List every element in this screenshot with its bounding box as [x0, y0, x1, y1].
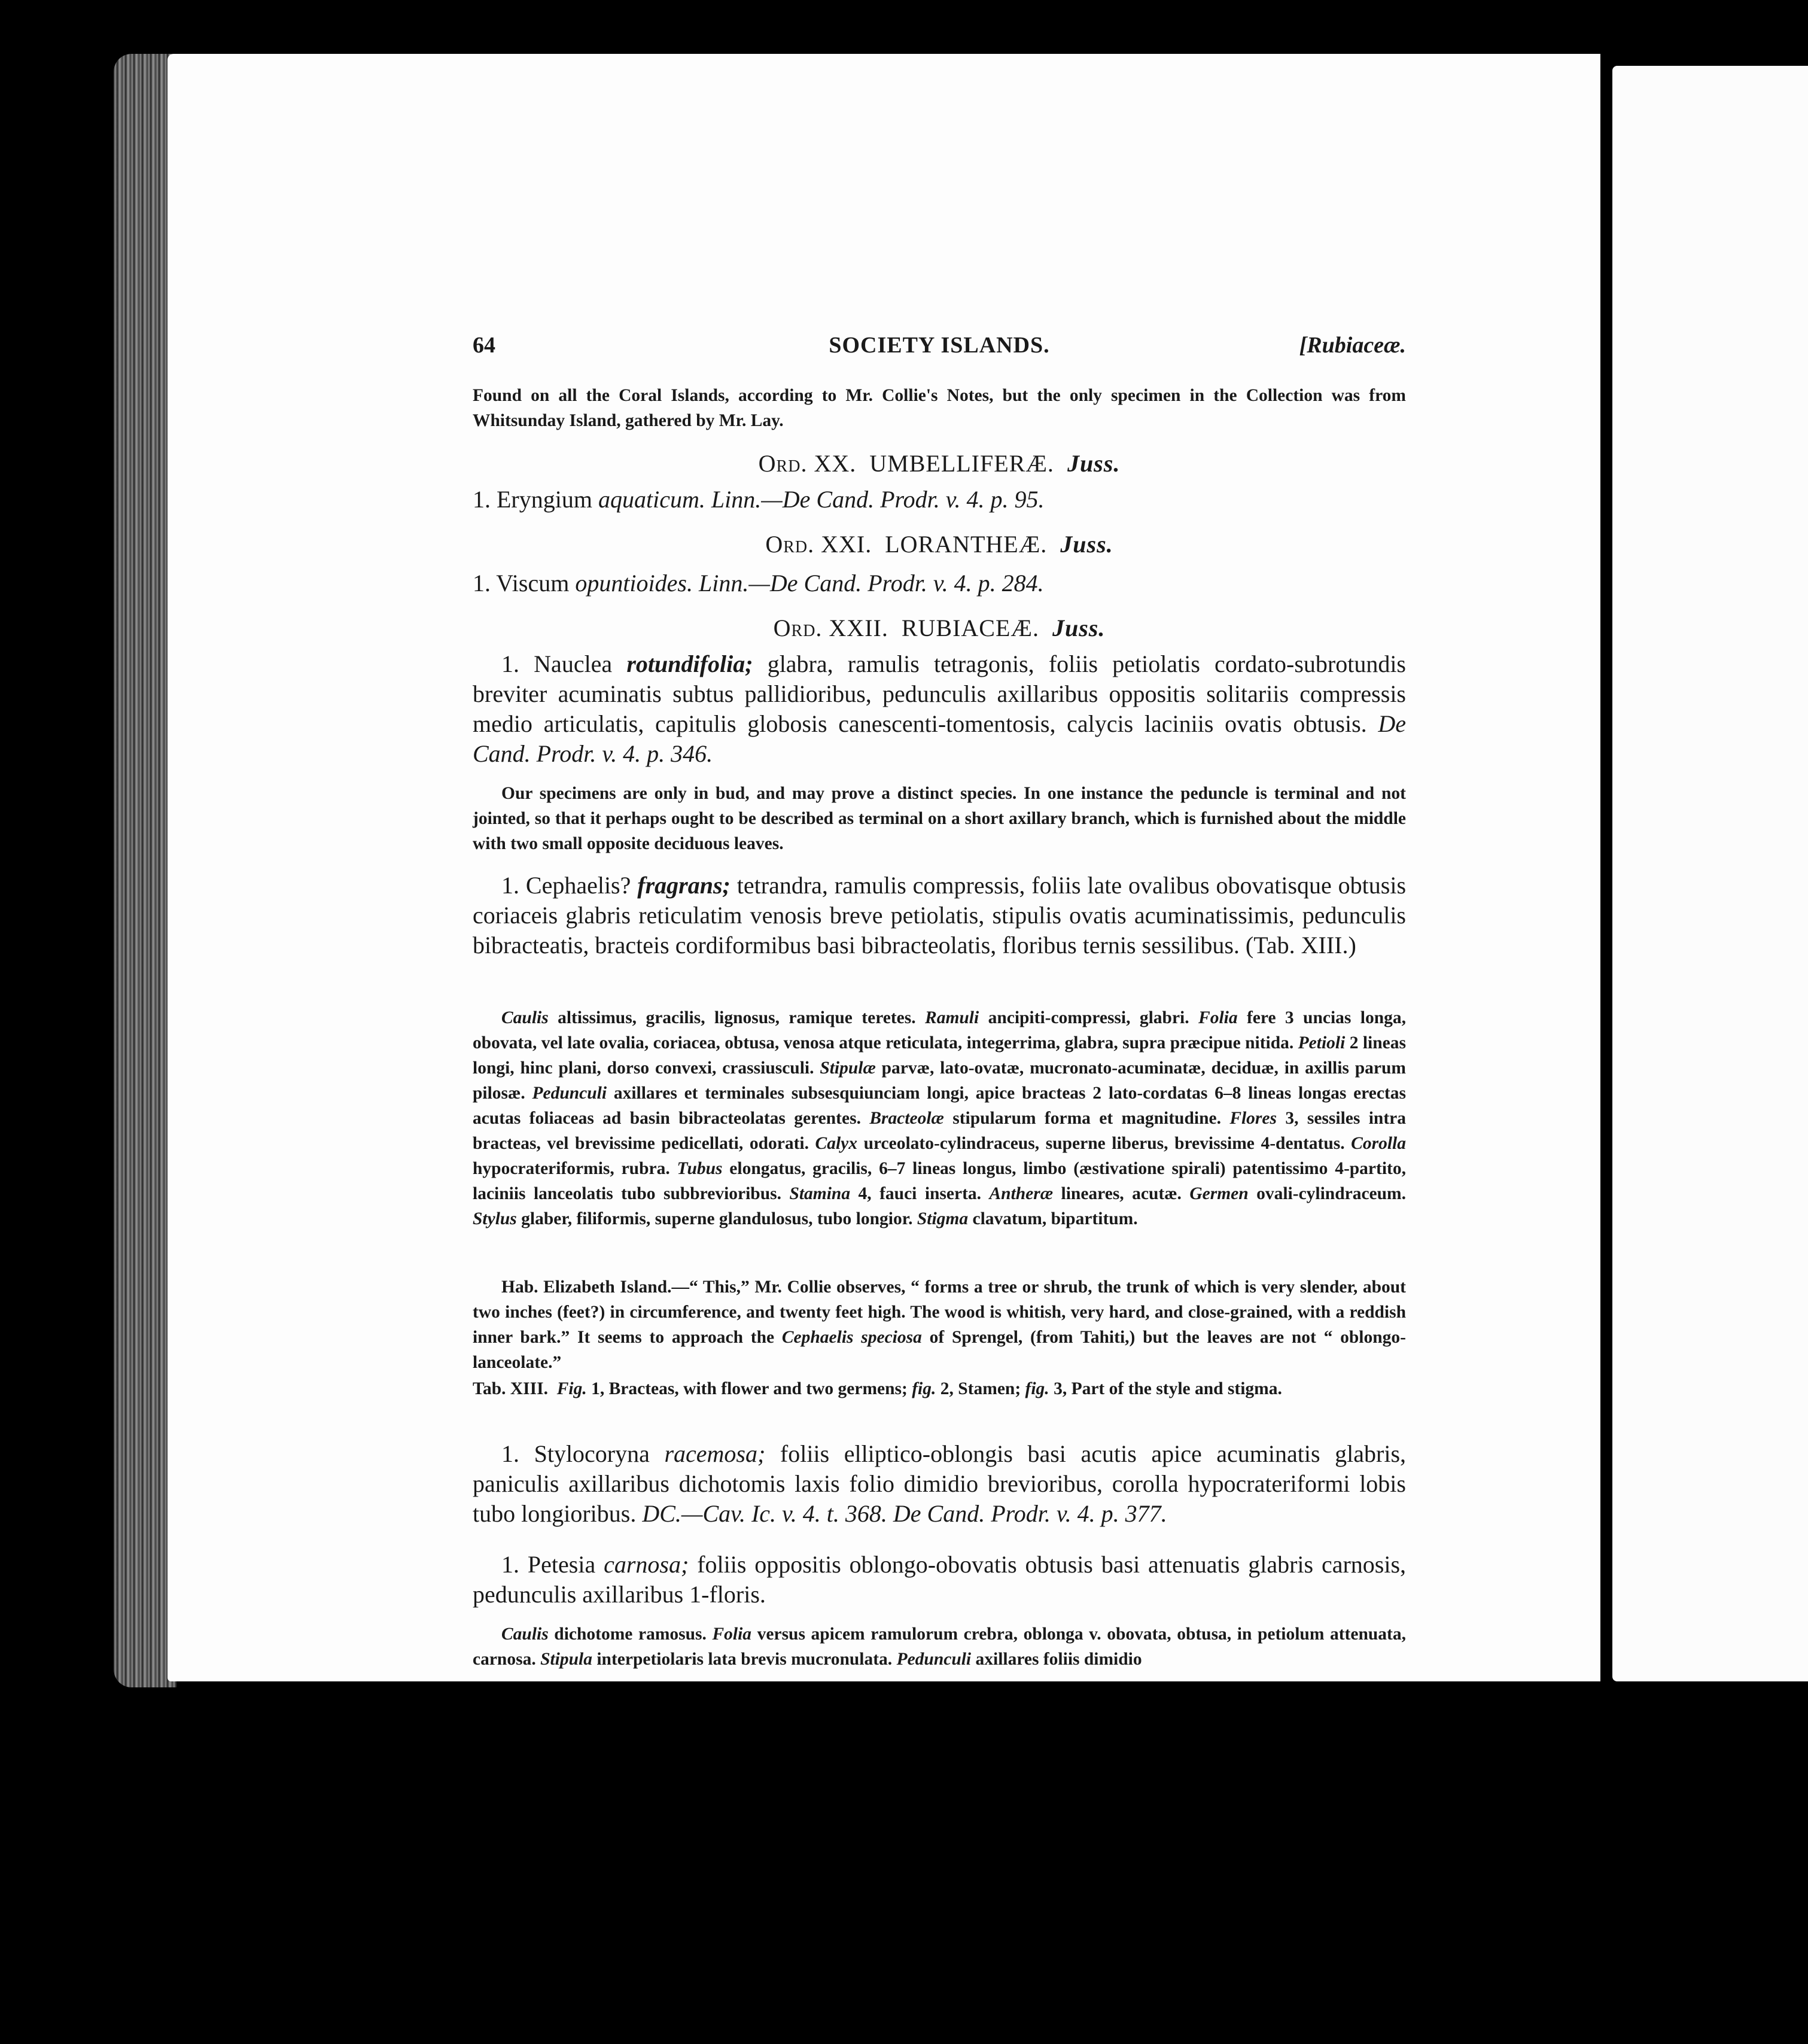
description-text: 2 lineas longi, hinc plani, dorso convexi, crassiusculi. — [473, 1033, 1406, 1078]
species-viscum: 1. Viscum opuntioides. Linn.—De Cand. Prodr. v. 4. p. 284. — [473, 570, 1044, 597]
species-stylocoryna: 1. Stylocoryna racemosa; foliis elliptico-oblongis basi acutis apice acuminatis glabris, paniculis axillaribus dichotomis laxis folio dimidio brevioribus, corolla hypocrateriformi lobis tubo longioribus. DC.—Cav. Ic. v. 4. t. 368. De Cand. Prodr. v. 4. p. 377. — [473, 1440, 1407, 1527]
description-text: 3, sessiles intra bracteas, vel brevissime pedicellati, odorati. — [473, 1109, 1406, 1153]
description-text: parvæ, lato-ovatæ, mucronato-acuminatæ, deciduæ, in axillis parum pilosæ. — [473, 1058, 1406, 1103]
page-number: 64 — [473, 333, 495, 358]
running-title: SOCIETY ISLANDS. — [829, 333, 1050, 358]
cephaelis-habitat: Hab. Elizabeth Island.—“ This,” Mr. Collie observes, “ forms a tree or shrub, the trunk of which is very slender, about two inches (feet?) in circumference, and twenty feet high. The wood is whitish, very hard, and close-grained, with a reddish inner bark.” It seems to approach the Cephaelis speciosa of Sprengel, (from Tahiti,) but the leaves are not “ oblongo-lanceolate.” — [473, 1278, 1406, 1372]
description-text: 4, fauci inserta. — [850, 1184, 990, 1203]
description-term: Folia — [1198, 1008, 1238, 1027]
nauclea-note: Our specimens are only in bud, and may prove a distinct species. In one instance the peduncle is terminal and not jointed, so that it perhaps ought to be described as terminal on a short axillary branch, which is furnished about the middle with two small opposite deciduous leaves. — [473, 784, 1406, 853]
description-term: Ramuli — [925, 1008, 979, 1027]
cephaelis-description — [473, 1005, 1406, 1231]
description-term: Caulis — [501, 1008, 549, 1027]
page-header — [473, 332, 1406, 362]
description-term: Pedunculi — [532, 1084, 607, 1103]
intro-paragraph: Found on all the Coral Islands, according to Mr. Collie's Notes, but the only specimen in the Collection was from Whitsunday Island, gathered by Mr. Lay. — [473, 386, 1406, 430]
plate-reference: Tab. XIII. Fig. 1, Bracteas, with flower and two germens; fig. 2, Stamen; fig. 3, Part of the style and stigma. — [473, 1379, 1282, 1398]
order-heading-21: Ord. XXI. LORANTHEÆ. Juss. — [765, 531, 1113, 558]
description-term: Stylus — [473, 1209, 517, 1228]
description-term: Calyx — [815, 1134, 857, 1153]
description-term: Bracteolæ — [869, 1109, 944, 1128]
order-heading-20: Ord. XX. UMBELLIFERÆ. Juss. — [758, 450, 1121, 477]
description-term: Stamina — [789, 1184, 851, 1203]
description-text: ovali-cylindraceum. — [1248, 1184, 1407, 1203]
description-term: Stipulæ — [820, 1058, 876, 1078]
description-text: ancipiti-compressi, glabri. — [979, 1008, 1199, 1027]
species-petesia: 1. Petesia carnosa; foliis oppositis oblongo-obovatis obtusis basi attenuatis glabris carnosis, pedunculis axillaribus 1-floris. — [473, 1551, 1407, 1608]
description-text: lineares, acutæ. — [1053, 1184, 1190, 1203]
description-term: Petioli — [1298, 1033, 1346, 1053]
book-page — [168, 54, 1600, 1681]
order-heading-22: Ord. XXII. RUBIACEÆ. Juss. — [773, 615, 1106, 641]
species-cephaelis: 1. Cephaelis? fragrans; tetrandra, ramulis compressis, foliis late ovalibus obovatisque obtusis coriaceis glabris reticulatim venosis breve petiolatis, stipulis ovatis acuminatissimis, pedunculis bibracteatis, bracteis cordiformibus basi bibracteolatis, floribus ternis sessilibus. (Tab. XIII.) — [473, 872, 1407, 959]
facing-page-edge — [1612, 66, 1808, 1681]
description-text: glaber, filiformis, superne glandulosus, tubo longior. — [516, 1209, 917, 1228]
description-text: hypocrateriformis, rubra. — [473, 1159, 677, 1178]
description-term: Corolla — [1351, 1134, 1406, 1153]
description-text: altissimus, gracilis, lignosus, ramique teretes. — [548, 1008, 926, 1027]
species-nauclea: 1. Nauclea rotundifolia; glabra, ramulis tetragonis, foliis petiolatis cordato-subrotundis breviter acuminatis subtus pallidioribus, pedunculis axillaribus oppositis solitariis compressis medio articulatis, capitulis globosis canescenti-tomentosis, calycis laciniis ovatis obtusis. De Cand. Prodr. v. 4. p. 346. — [473, 650, 1407, 767]
petesia-description: Caulis dichotome ramosus. Folia versus apicem ramulorum crebra, oblonga v. obovata, obtusa, in petiolum attenuata, carnosa. Stipula interpetiolaris lata brevis mucronulata. Pedunculi axillares foliis dimidio — [473, 1625, 1406, 1669]
description-text: elongatus, gracilis, 6–7 lineas longus, limbo (æstivatione spirali) patentissimo 4-partito, laciniis lanceolatis tubo subbrevioribus. — [473, 1159, 1406, 1203]
description-text: clavatum, bipartitum. — [968, 1209, 1138, 1228]
description-term: Flores — [1229, 1109, 1277, 1128]
species-eryngium: 1. Eryngium aquaticum. Linn.—De Cand. Prodr. v. 4. p. 95. — [473, 486, 1045, 513]
description-term: Stigma — [917, 1209, 969, 1228]
description-text: stipularum forma et magnitudine. — [943, 1109, 1230, 1128]
section-label: [Rubiaceæ. — [1299, 333, 1406, 358]
description-term: Antheræ — [989, 1184, 1054, 1203]
description-text: axillares et terminales subsesquiunciam longi, apice bracteas 2 lato-cordatas 6–8 lineas longas erectas acutas foliaceas ad basin bibracteolatas gerentes. — [473, 1084, 1406, 1128]
description-text: fere 3 uncias longa, obovata, vel late ovalia, coriacea, obtusa, venosa atque reticulata, integerrima, glabra, supra præcipue nitida. — [473, 1008, 1407, 1053]
description-term: Tubus — [677, 1159, 723, 1178]
description-term: Germen — [1189, 1184, 1249, 1203]
description-text: urceolato-cylindraceus, superne liberus, brevissime 4-dentatus. — [857, 1134, 1352, 1153]
